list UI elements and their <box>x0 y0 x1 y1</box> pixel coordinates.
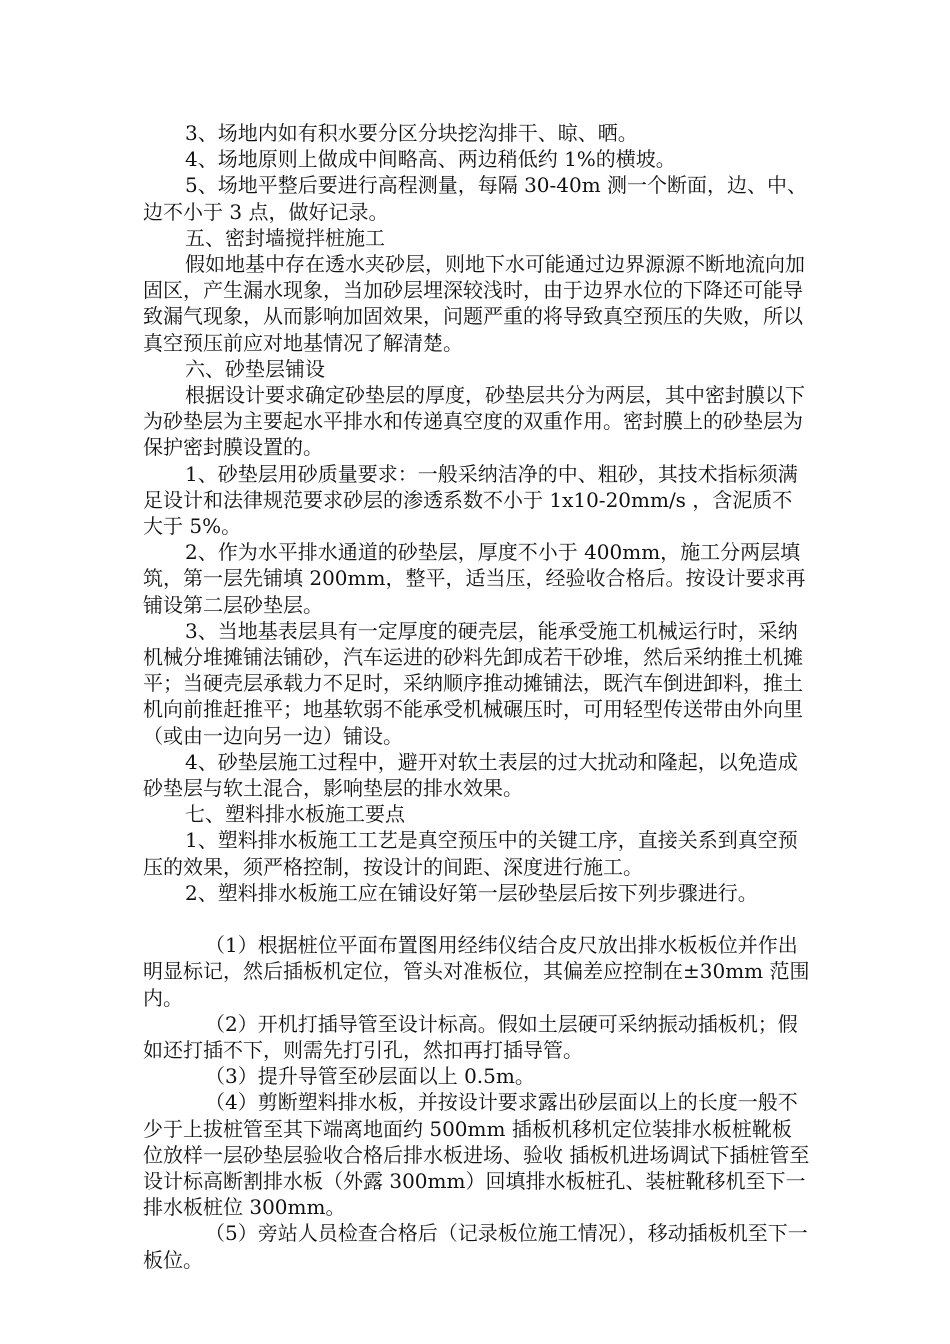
step-item-4: （4）剪断塑料排水板，并按设计要求露出砂层面以上的长度一般不少于上拔桩管至其下端离地面约 500mm 插板机移机定位装排水板桩靴板位放样一层砂垫层验收合格后排水板进场、验收 插板机进场调试下插桩管至设计标高断割排水板（外露 300mm）回填排水板桩孔、装桩靴移机至下一排水板桩位 300mm。 <box>143 1090 810 1220</box>
paragraph-item-3: 3、场地内如有积水要分区分块挖沟排干、晾、晒。 <box>185 121 638 145</box>
paragraph-item-4: 4、场地原则上做成中间略高、两边稍低约 1%的横坡。 <box>185 147 676 172</box>
paragraph-sand-laying: 3、当地基表层具有一定厚度的硬壳层，能承受施工机械运行时，采纳机械分堆摊铺法铺砂，汽车运进的砂料先卸成若干砂堆，然后采纳推土机摊平；当硬壳层承载力不足时，采纳顺序推动摊铺法，既汽车倒进卸料，推土机向前推赶推平；地基软弱不能承受机械碾压时，可用轻型传送带由外向里（或由一边向另一边）铺设。 <box>143 618 803 748</box>
section-heading-6: 六、砂垫层铺设 <box>185 356 325 381</box>
paragraph-seal-wall: 假如地基中存在透水夹砂层，则地下水可能通过边界源源不断地流向加固区，产生漏水现象，当加砂层埋深较浅时，由于边界水位的下降还可能导致漏气现象，从而影响加固效果，问题严重的将导致真空预压的失败，所以真空预压前应对地基情况了解清楚。 <box>143 252 805 355</box>
paragraph-sand-process: 4、砂垫层施工过程中，避开对软土表层的过大扰动和隆起，以免造成砂垫层与软土混合，影响垫层的排水效果。 <box>143 749 798 801</box>
paragraph-item-5: 5、场地平整后要进行高程测量，每隔 30-40m 测一个断面，边、中、边不小于 3 点，做好记录。 <box>143 173 808 224</box>
step-item-1: （1）根据桩位平面布置图用经纬仪结合皮尺放出排水板板位并作出明显标记，然后插板机定位，管头对准板位，其偏差应控制在±30mm 范围内。 <box>143 933 810 1010</box>
paragraph-sand-quality: 1、砂垫层用砂质量要求：一般采纳洁净的中、粗砂，其技术指标须满足设计和法律规范要求砂层的渗透系数不小于 1x10-20mm/s ，含泥质不大于 5%。 <box>143 461 798 539</box>
section-heading-7: 七、塑料排水板施工要点 <box>185 802 405 827</box>
paragraph-drain-board-1: 1、塑料排水板施工工艺是真空预压中的关键工序，直接关系到真空预压的效果，须严格控制，按设计的间距、深度进行施工。 <box>143 828 798 879</box>
step-item-5: （5）旁站人员检查合格后（记录板位施工情况），移动插板机至下一板位。 <box>143 1221 808 1272</box>
step-item-3: （3）提升导管至砂层面以上 0.5m。 <box>205 1064 535 1089</box>
paragraph-gap <box>143 906 811 932</box>
paragraph-drain-board-2: 2、塑料排水板施工应在铺设好第一层砂垫层后按下列步骤进行。 <box>185 880 758 905</box>
section-heading-5: 五、密封墙搅拌桩施工 <box>185 225 385 250</box>
document-page <box>143 120 811 1273</box>
paragraph-sand-thickness: 2、作为水平排水通道的砂垫层，厚度不小于 400mm，施工分两层填筑，第一层先铺填 200mm，整平，适当压，经验收合格后。按设计要求再铺设第二层砂垫层。 <box>143 540 806 617</box>
step-item-2: （2）开机打插导管至设计标高。假如土层硬可采纳振动插板机；假如还打插不下，则需先打引孔，然扣再打插导管。 <box>143 1011 798 1062</box>
paragraph-sand-cushion-intro: 根据设计要求确定砂垫层的厚度，砂垫层共分为两层，其中密封膜以下为砂垫层为主要起水平排水和传递真空度的双重作用。密封膜上的砂垫层为保护密封膜设置的。 <box>143 383 805 460</box>
